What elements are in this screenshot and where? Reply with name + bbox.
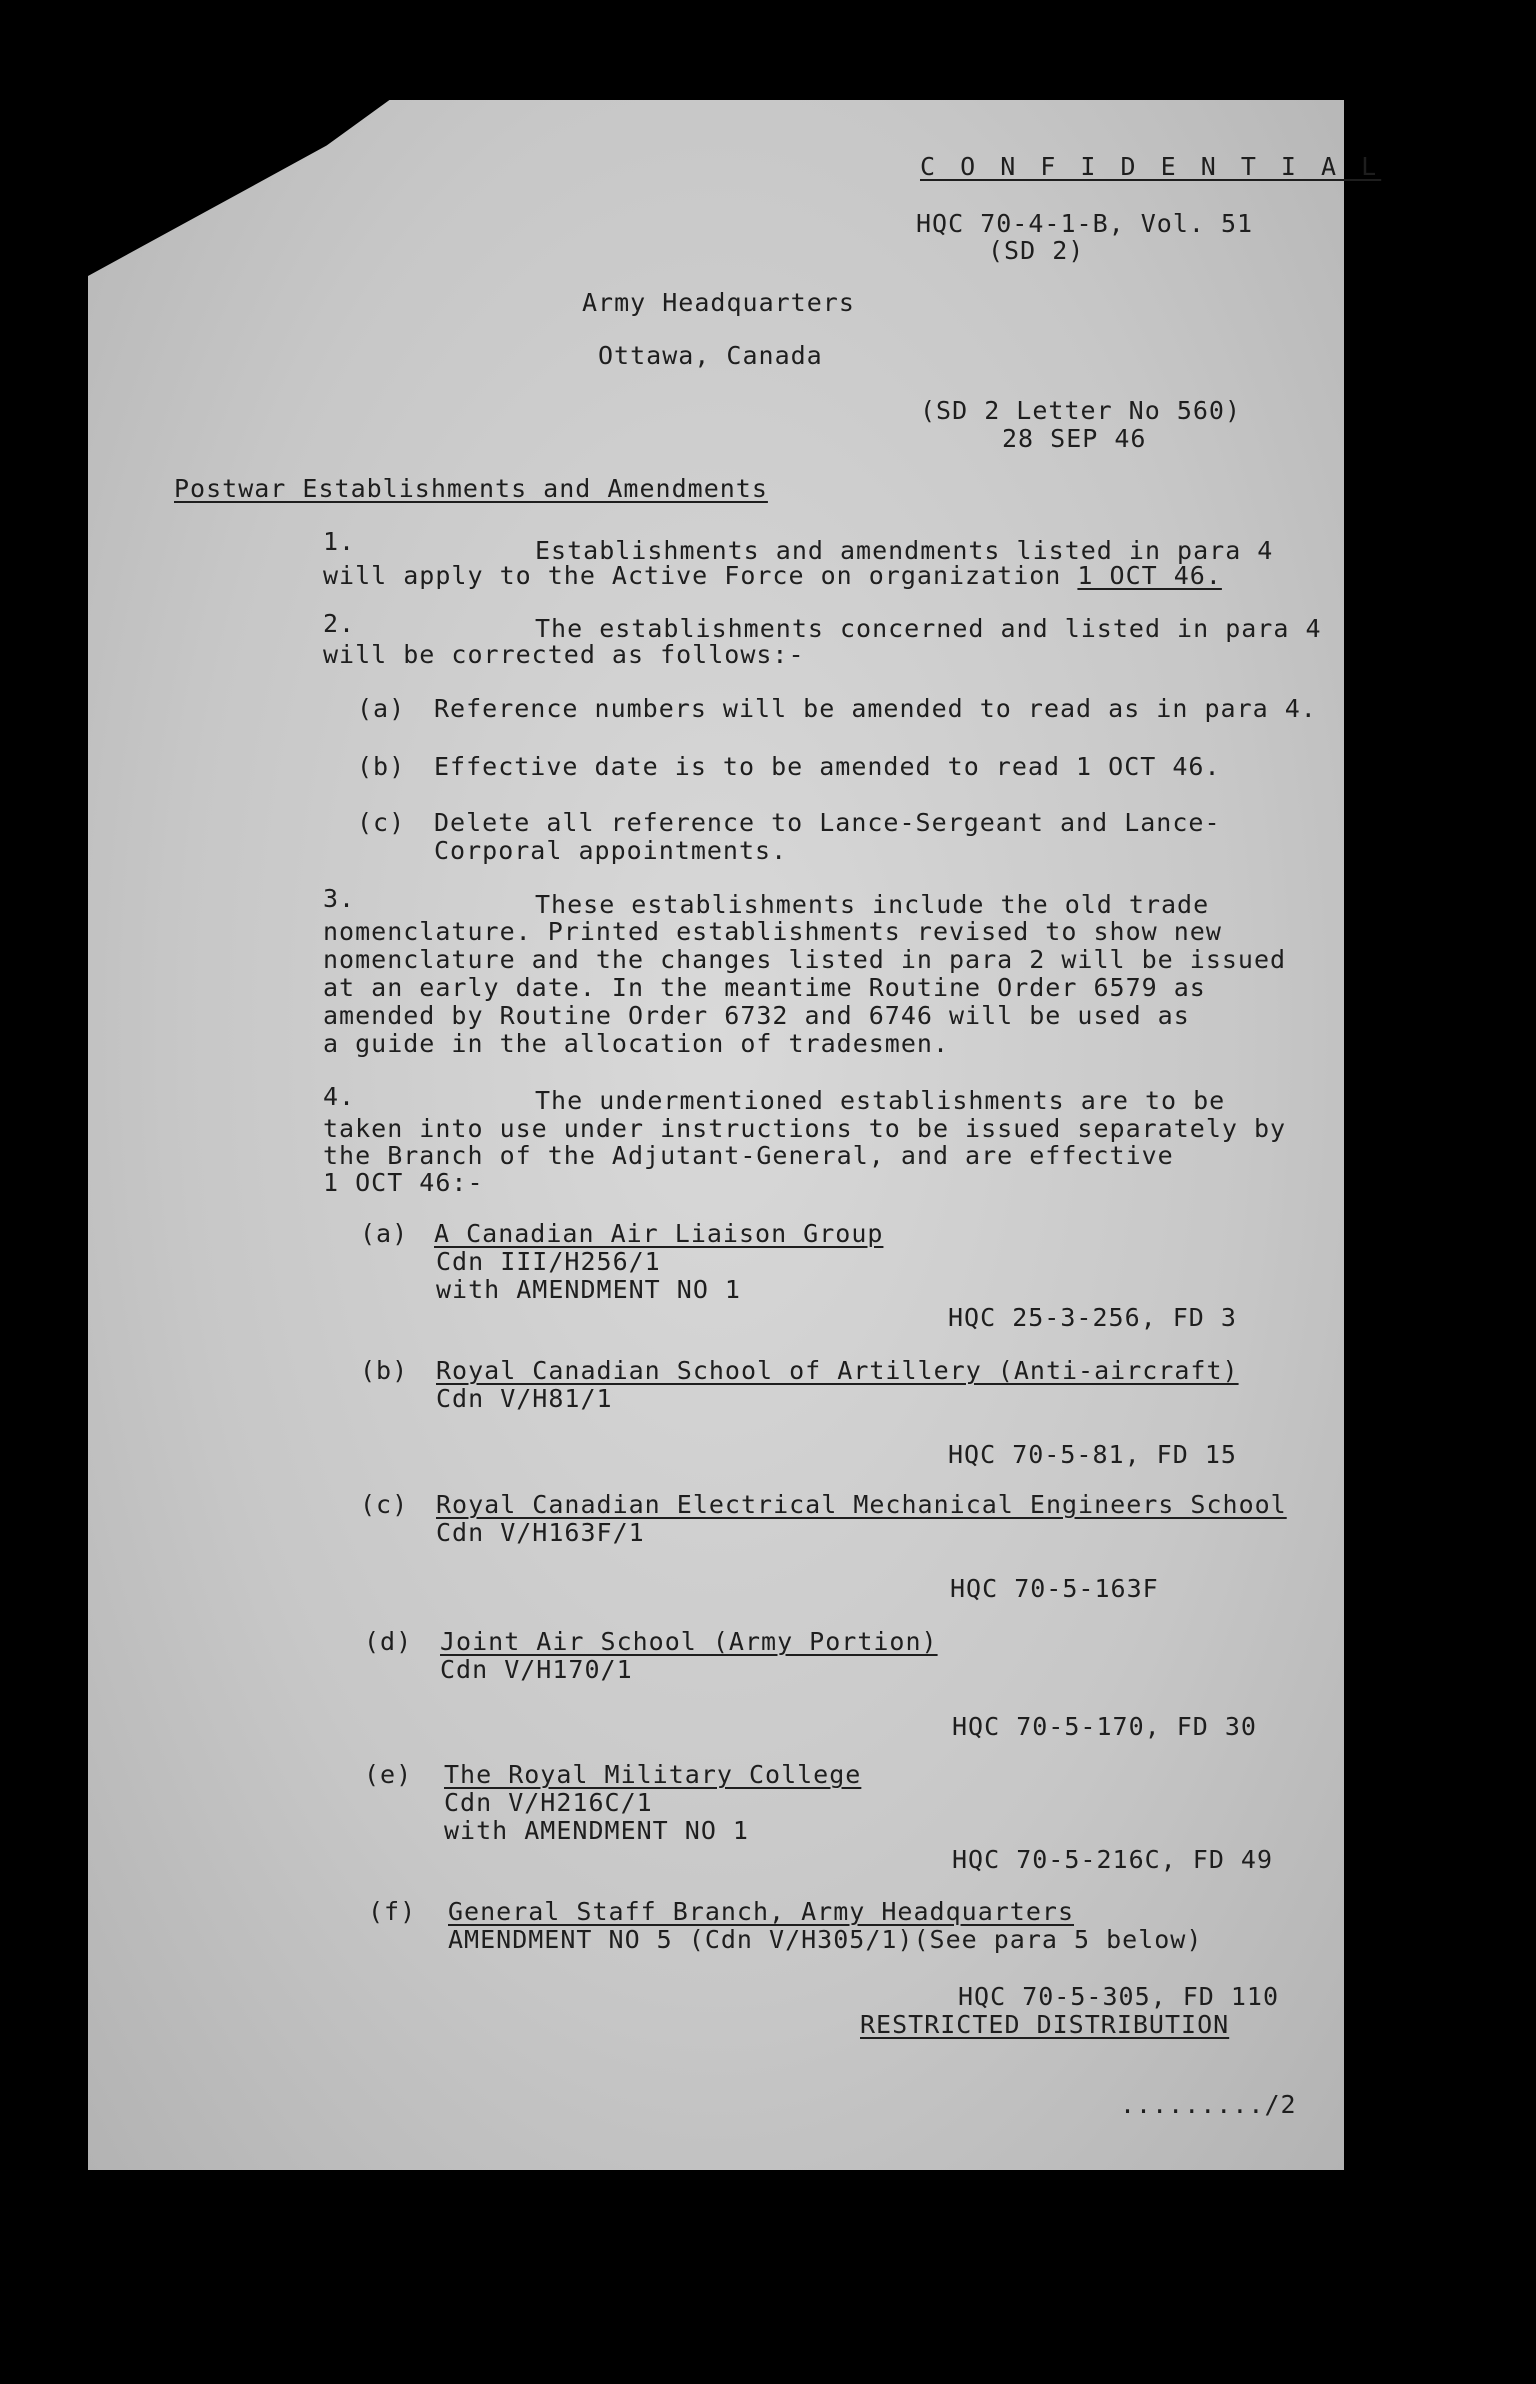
- file-reference: HQC 70-4-1-B, Vol. 51: [916, 209, 1254, 238]
- item-file-reference: HQC 70-5-216C, FD 49: [952, 1845, 1274, 1874]
- item-designation: Cdn III/H256/1: [436, 1247, 661, 1276]
- para-4-line: the Branch of the Adjutant-General, and are effective: [323, 1141, 1174, 1170]
- para-2a-text: Reference numbers will be amended to read as in para 4.: [434, 694, 1317, 723]
- item-title: Royal Canadian Electrical Mechanical Engineers School: [436, 1490, 1287, 1519]
- para-4-number: 4.: [323, 1082, 356, 1111]
- file-reference-branch: (SD 2): [988, 236, 1085, 265]
- para-3-number: 3.: [323, 884, 356, 913]
- item-label: (b): [360, 1356, 409, 1385]
- item-file-reference: HQC 70-5-81, FD 15: [948, 1440, 1237, 1469]
- item-file-reference: HQC 25-3-256, FD 3: [948, 1303, 1237, 1332]
- item-designation: Cdn V/H170/1: [440, 1655, 633, 1684]
- item-label: (a): [360, 1219, 409, 1248]
- item-file-reference: HQC 70-5-305, FD 110: [958, 1982, 1280, 2011]
- item-label: (c): [360, 1490, 409, 1519]
- classification-heading: C O N F I D E N T I A L: [920, 152, 1382, 181]
- para-3-line: nomenclature. Printed establishments revised to show new: [323, 917, 1222, 946]
- para-2c-line: Corporal appointments.: [434, 836, 788, 865]
- item-designation: Cdn V/H81/1: [436, 1384, 613, 1413]
- continuation-marker: ........./2: [1120, 2090, 1297, 2119]
- item-title: Joint Air School (Army Portion): [440, 1627, 938, 1656]
- subject-heading: Postwar Establishments and Amendments: [174, 474, 768, 503]
- item-amendment: with AMENDMENT NO 1: [436, 1275, 741, 1304]
- item-title: A Canadian Air Liaison Group: [434, 1219, 884, 1248]
- para-1-number: 1.: [323, 527, 356, 556]
- para-2a-label: (a): [357, 694, 406, 723]
- item-amendment: AMENDMENT NO 5 (Cdn V/H305/1)(See para 5 below): [448, 1925, 1203, 1954]
- para-1-line: Establishments and amendments listed in para 4: [535, 536, 1274, 565]
- para-4-line: The undermentioned establishments are to be: [535, 1086, 1226, 1115]
- para-1-line: will apply to the Active Force on organization 1 OCT 46.: [323, 561, 1222, 590]
- para-2-line: The establishments concerned and listed in para 4: [535, 614, 1322, 643]
- para-2b-text: Effective date is to be amended to read 1 OCT 46.: [434, 752, 1221, 781]
- para-4-line: taken into use under instructions to be issued separately by: [323, 1114, 1287, 1143]
- para-2-number: 2.: [323, 609, 356, 638]
- para-3-line: amended by Routine Order 6732 and 6746 will be used as: [323, 1001, 1190, 1030]
- item-amendment: with AMENDMENT NO 1: [444, 1816, 749, 1845]
- organization-city: Ottawa, Canada: [598, 341, 823, 370]
- item-label: (d): [364, 1627, 413, 1656]
- organization-name: Army Headquarters: [582, 288, 855, 317]
- para-2b-label: (b): [357, 752, 406, 781]
- item-title: Royal Canadian School of Artillery (Anti-aircraft): [436, 1356, 1239, 1385]
- para-3-line: at an early date. In the meantime Routine Order 6579 as: [323, 973, 1206, 1002]
- item-designation: Cdn V/H163F/1: [436, 1518, 645, 1547]
- para-4-line: 1 OCT 46:-: [323, 1168, 484, 1197]
- para-3-line: These establishments include the old trade: [535, 890, 1210, 919]
- restricted-distribution: RESTRICTED DISTRIBUTION: [860, 2010, 1230, 2039]
- para-1-effective-date: 1 OCT 46.: [1077, 561, 1222, 590]
- item-label: (f): [368, 1897, 417, 1926]
- para-3-line: a guide in the allocation of tradesmen.: [323, 1029, 949, 1058]
- para-3-line: nomenclature and the changes listed in para 2 will be issued: [323, 945, 1287, 974]
- para-2-line: will be corrected as follows:-: [323, 640, 805, 669]
- para-2c-label: (c): [357, 808, 406, 837]
- item-title: The Royal Military College: [444, 1760, 862, 1789]
- letter-date: 28 SEP 46: [1002, 424, 1147, 453]
- para-2c-line: Delete all reference to Lance-Sergeant and Lance-: [434, 808, 1221, 837]
- letter-number: (SD 2 Letter No 560): [920, 396, 1242, 425]
- item-designation: Cdn V/H216C/1: [444, 1788, 653, 1817]
- item-file-reference: HQC 70-5-163F: [950, 1574, 1159, 1603]
- item-file-reference: HQC 70-5-170, FD 30: [952, 1712, 1257, 1741]
- item-label: (e): [364, 1760, 413, 1789]
- item-title: General Staff Branch, Army Headquarters: [448, 1897, 1074, 1926]
